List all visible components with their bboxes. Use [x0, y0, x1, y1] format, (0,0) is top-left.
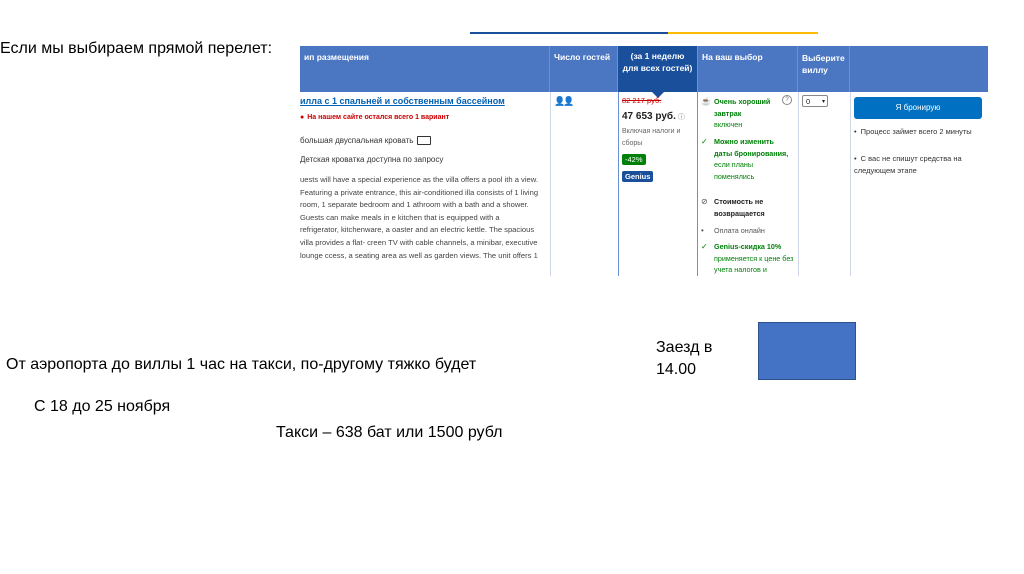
- header-book: [850, 46, 988, 92]
- bullet-icon: •: [701, 226, 704, 235]
- book-note: • С вас не спишут средства на следующем этапе: [854, 153, 984, 176]
- info-icon[interactable]: ⓘ: [677, 114, 685, 121]
- breakfast-sub: включен: [714, 120, 743, 129]
- column-divider: [798, 92, 799, 276]
- header-select-villa: Выберите виллу: [798, 46, 850, 92]
- coffee-icon: ☕: [701, 97, 711, 106]
- header-accommodation-type: ип размещения: [300, 46, 550, 92]
- genius-badge: Genius: [622, 171, 653, 182]
- room-name-link[interactable]: илла с 1 спальней и собственным бассейном: [300, 96, 505, 106]
- book-note: • Процесс займет всего 2 минуты: [854, 126, 984, 138]
- current-price: [622, 111, 685, 122]
- double-bed-icon: [417, 136, 431, 145]
- date-change-sub: если планы поменялись: [714, 160, 755, 181]
- booking-screenshot: [300, 28, 988, 276]
- chevron-down-icon: ▾: [821, 99, 825, 105]
- discount-badge: -42%: [622, 154, 646, 165]
- check-icon: ✓: [701, 137, 708, 146]
- genius-discount-sub: применяется к цене без учета налогов и: [714, 253, 794, 274]
- price-note: Включая налоги и сборы: [622, 128, 681, 147]
- date-change-condition: [702, 136, 794, 182]
- room-description: uests will have a special experience as the villa offers a pool ith a view. Featuring a private entrance, this air-conditioned illa consists of 1 living room, 1 separate bedroom and 1 athroom with a bath and a shower. Guests can make meals in e kitchen that is equipped with a refrigerator, kitchenware, a oaster and an electric kettle. The spacious villa provides a flat- creen TV with cable channels, a minibar, executive lounge ccess, a seating area as well as garden views. The unit offers 1: [300, 175, 539, 260]
- column-divider: [550, 92, 551, 276]
- help-icon[interactable]: ?: [782, 95, 792, 105]
- availability-warning: ● На нашем сайте остался всего 1 вариант: [300, 114, 449, 121]
- top-bar-divider: [470, 28, 818, 34]
- header-price: (за 1 неделю для всех гостей): [618, 46, 698, 92]
- column-divider: [850, 92, 851, 276]
- crib-info: [300, 155, 443, 164]
- villa-count-select[interactable]: [802, 95, 828, 107]
- villa-count-value: 0: [806, 97, 811, 106]
- breakfast-condition: [702, 96, 794, 131]
- current-price-value: 47 653 руб.: [622, 111, 676, 122]
- old-price: 82 217 руб.: [622, 96, 662, 105]
- breakfast-title: Очень хороший завтрак: [714, 97, 771, 118]
- taxi-price-text: Такси – 638 бат или 1500 рубл: [276, 424, 503, 441]
- bed-label: большая двуспальная кровать: [300, 136, 414, 145]
- genius-discount-title: Genius-скидка 10%: [714, 242, 782, 251]
- bed-info: [300, 136, 431, 145]
- check-icon: ✓: [701, 242, 708, 251]
- crib-label: Детская кроватка доступна по запросу: [300, 155, 444, 164]
- online-payment-condition: [702, 225, 794, 237]
- taxi-time-text: От аэропорта до виллы 1 час на такси, по-другому тяжко будет: [6, 356, 477, 373]
- book-button[interactable]: Я бронирую: [854, 97, 982, 119]
- blue-rectangle: [758, 322, 856, 380]
- non-refundable-label: Стоимость не возвращается: [714, 197, 765, 218]
- table-header: [300, 46, 988, 92]
- header-guests: Число гостей: [550, 46, 618, 92]
- checkin-text: Заезд в 14.00: [656, 339, 713, 378]
- non-refundable-condition: [702, 196, 794, 219]
- people-icon: 👤👤: [554, 96, 573, 106]
- genius-discount-condition: [702, 241, 794, 276]
- online-payment-label: Оплата онлайн: [714, 226, 765, 235]
- no-refund-icon: ⊘: [701, 197, 708, 206]
- header-your-choice: На ваш выбор: [698, 46, 798, 92]
- dates-text: С 18 до 25 ноября: [34, 398, 171, 415]
- slide-heading: Если мы выбираем прямой перелет:: [0, 40, 273, 57]
- date-change-title: Можно изменить даты бронирования,: [714, 137, 789, 158]
